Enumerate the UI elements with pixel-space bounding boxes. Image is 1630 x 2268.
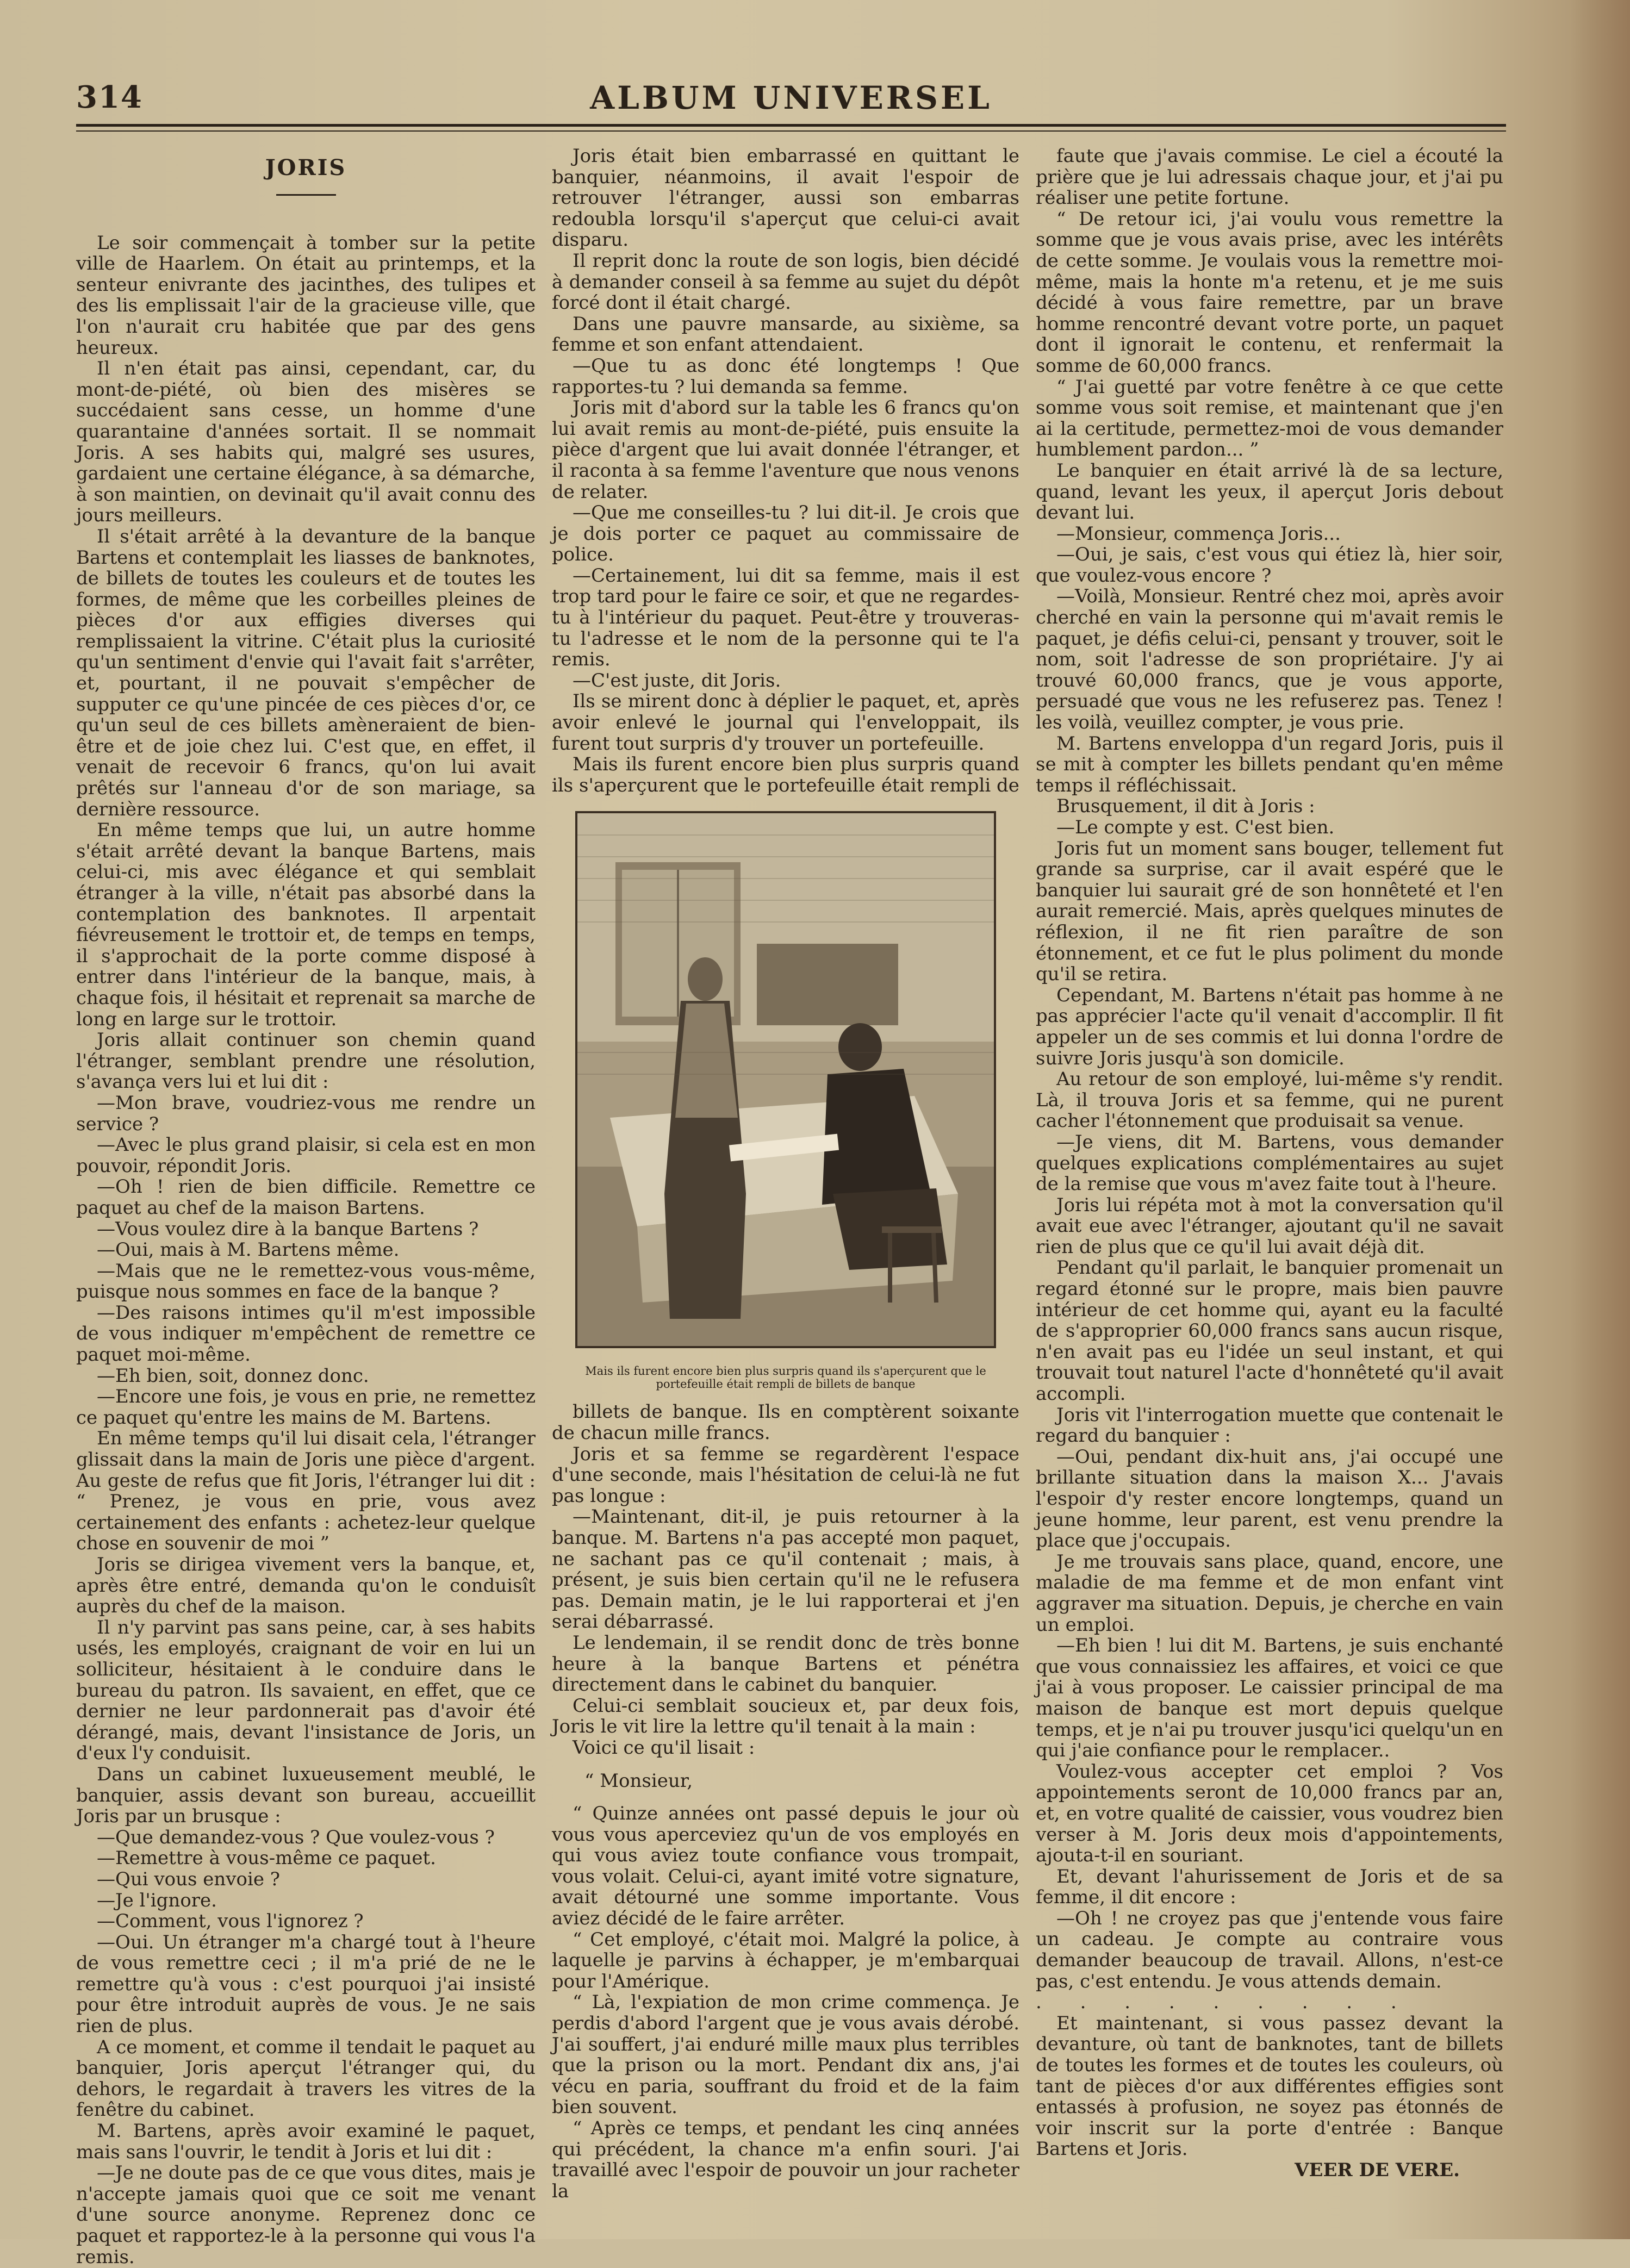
column-2-text-bottom xyxy=(552,1401,1019,1758)
paragraph: Au retour de son employé, lui-même s'y rendit. Là, il trouva Joris et sa femme, qui ne purent cacher l'étonnement que produisait sa venue. xyxy=(1036,1068,1503,1132)
journal-title: ALBUM UNIVERSEL xyxy=(590,79,992,116)
paragraph: —Le compte y est. C'est bien. xyxy=(1056,817,1335,838)
column-2-text-top xyxy=(552,146,1019,796)
paragraph: —Oui, mais à M. Bartens même. xyxy=(97,1239,400,1261)
page-edge-shadow xyxy=(1570,0,1630,2239)
page-number: 314 xyxy=(76,79,143,115)
paragraph: M. Bartens, après avoir examiné le paquet, mais sans l'ouvrir, le tendit à Joris et lui dit : xyxy=(76,2120,536,2163)
paragraph: —Que demandez-vous ? Que voulez-vous ? xyxy=(97,1826,495,1848)
paragraph: —Comment, vous l'ignorez ? xyxy=(97,1910,364,1933)
paragraph: faute que j'avais commise. Le ciel a écouté la prière que je lui adressais chaque jour, et j'ai pu réaliser une petite fortune. xyxy=(1036,145,1503,209)
paragraph: —Je l'ignore. xyxy=(97,1889,217,1911)
paragraph: Joris allait continuer son chemin quand l'étranger, semblant prendre une résolution, s'avança vers lui et lui dit : xyxy=(76,1029,536,1093)
paragraph: Voulez-vous accepter cet emploi ? Vos appointements seront de 10,000 francs par an, et, en votre qualité de caissier, vous voudrez bien verser à M. Joris deux mois d'appointements, ajouta-t-il en souriant. xyxy=(1036,1760,1503,1867)
paragraph: —Mais que ne le remettez-vous vous-même, puisque nous sommes en face de la banque ? xyxy=(76,1260,536,1303)
paragraph: “ Quinze années ont passé depuis le jour où vous vous aperceviez qu'un de vos employés en qui vous aviez toute confiance vous trompait, vous volait. Celui-ci, ayant imité votre signature, avait détourné une somme importante. Vous aviez décidé de le faire arrêter. xyxy=(552,1803,1019,1930)
paragraph: —Que me conseilles-tu ? lui dit-il. Je crois que je dois porter ce paquet au commissaire de police. xyxy=(552,502,1019,566)
paragraph: “ De retour ici, j'ai voulu vous remettre la somme que je vous avais prise, avec les intérêts de cette somme. Je voulais vous la remettre moi-même, mais la honte m'a retenu, et je me suis décidé à vous faire remettre, par un brave homme rencontré devant votre porte, un paquet dont il ignorait le contenu, et renfermait la somme de 60,000 francs. xyxy=(1036,208,1503,377)
paragraph: Voici ce qu'il lisait : xyxy=(573,1736,755,1759)
paragraph: —C'est juste, dit Joris. xyxy=(573,669,781,691)
paragraph: —Je viens, dit M. Bartens, vous demander quelques explications complémentaires au sujet de la remise que vous m'avez faite tout à l'heure. xyxy=(1036,1131,1503,1195)
paragraph: Joris vit l'interrogation muette que contenait le regard du banquier : xyxy=(1036,1404,1503,1447)
illustration-caption: Mais ils furent encore bien plus surpris quand ils s'aperçurent que le portefeuille était rempli de billets de banque xyxy=(585,1364,986,1391)
paragraph: —Maintenant, dit-il, je puis retourner à la banque. M. Bartens n'a pas accepté mon paquet, ne sachant pas ce qu'il contenait ; mais, à présent, je suis bien certain qu'il ne le refusera pas. Demain matin, je le lui rapporterai et j'en serai débarrassé. xyxy=(552,1506,1019,1633)
paragraph: —Remettre à vous-même ce paquet. xyxy=(97,1847,436,1870)
paragraph: En même temps que lui, un autre homme s'était arrêté devant la banque Bartens, mais celui-ci, mis avec élégance et qui semblait étranger à la ville, n'était pas absorbé dans la contemplation des banknotes. Il arpentait fiévreusement le trottoir et, de temps en temps, il s'approchait de la porte comme disposé à entrer dans l'intérieur de la banque, mais, à chaque fois, il hésitait et reprenait sa marche de long en large sur le trottoir. xyxy=(76,819,536,1030)
paragraph: Et, devant l'ahurissement de Joris et de sa femme, il dit encore : xyxy=(1036,1865,1503,1909)
column-1 xyxy=(76,146,536,2267)
paragraph: —Encore une fois, je vous en prie, ne remettez ce paquet qu'entre les mains de M. Bartens. xyxy=(76,1386,536,1429)
paragraph: —Que tu as donc été longtemps ! Que rapportes-tu ? lui demanda sa femme. xyxy=(552,354,1019,398)
paragraph: —Oh ! ne croyez pas que j'entende vous faire un cadeau. Je compte au contraire vous demander beaucoup de travail. Allons, n'est-ce pas, c'est entendu. Je vous attends demain. xyxy=(1036,1907,1503,1992)
paragraph: Le lendemain, il se rendit donc de très bonne heure à la banque Bartens et pénétra directement dans le cabinet du banquier. xyxy=(552,1631,1019,1696)
column-1-text xyxy=(76,233,536,2268)
title-rule xyxy=(276,194,336,196)
paragraph: Le banquier en était arrivé là de sa lecture, quand, levant les yeux, il aperçut Joris debout devant lui. xyxy=(1036,459,1503,524)
header-rule-thin xyxy=(76,130,1506,132)
closing-paragraph: Et maintenant, si vous passez devant la devanture, où tant de banknotes, tant de billets de toutes les formes et de toutes les couleurs, où tant de pièces d'or aux différentes effigies sont entassés à profusion, ne soyez pas étonnés de voir inscrit sur la porte d'entrée : Banque Bartens et Joris. xyxy=(1036,2012,1503,2160)
engraving-illustration xyxy=(575,811,996,1348)
letter-salutation: “ Monsieur, xyxy=(584,1769,693,1792)
paragraph: Joris se dirigea vivement vers la banque, et, après être entré, demanda qu'on le conduisît auprès du chef de la maison. xyxy=(76,1554,536,1618)
illustration-block xyxy=(552,811,1019,1391)
paragraph: —Certainement, lui dit sa femme, mais il est trop tard pour le faire ce soir, et que ne regardes-tu à l'intérieur du paquet. Peut-être y trouveras-tu l'adresse et le nom de la personne qui te l'a remis. xyxy=(552,564,1020,671)
article-title: JORIS xyxy=(265,155,347,180)
paragraph: Dans un cabinet luxueusement meublé, le banquier, assis devant son bureau, accueillit Joris par un brusque : xyxy=(76,1763,536,1828)
paragraph: En même temps qu'il lui disait cela, l'étranger glissait dans la main de Joris une pièce d'argent. Au geste de refus que fit Joris, l'étranger lui dit : “ Prenez, je vous en prie, vous avez certainement des enfants : achetez-leur quelque chose en souvenir de moi ” xyxy=(76,1428,536,1555)
paragraph: Pendant qu'il parlait, le banquier promenait un regard étonné sur le propre, mais bien pauvre intérieur de cet homme qui, ayant eu la faculté de s'approprier 60,000 francs sans aucun risque, n'en avait pas eu l'idée un seul instant, et qui trouvait tout naturel l'acte d'honnêteté qu'il avait accompli. xyxy=(1036,1257,1503,1405)
paragraph: —Eh bien ! lui dit M. Bartens, je suis enchanté que vous connaissiez les affaires, et voici ce que j'ai à vous proposer. Le caissier principal de ma maison de banque est mort depuis quelque temps, et je n'ai pu trouver jusqu'ici quelqu'un en qui j'aie confiance pour le remplacer.. xyxy=(1036,1635,1503,1762)
header-rule-thick xyxy=(76,124,1506,127)
paragraph: Il reprit donc la route de son logis, bien décidé à demander conseil à sa femme au sujet du dépôt forcé dont il était chargé. xyxy=(552,250,1019,314)
paragraph: Celui-ci semblait soucieux et, par deux fois, Joris le vit lire la lettre qu'il tenait à la main : xyxy=(552,1694,1019,1738)
paragraph: “ Cet employé, c'était moi. Malgré la police, à laquelle je parvins à échapper, je m'embarquai pour l'Amérique. xyxy=(552,1928,1019,1992)
paragraph: Cependant, M. Bartens n'était pas homme à ne pas apprécier l'acte qu'il venait d'accomplir. Il fit appeler un de ses commis et lui donna l'ordre de suivre Joris jusqu'à son domicile. xyxy=(1036,984,1503,1069)
paragraph: —Eh bien, soit, donnez donc. xyxy=(97,1364,369,1387)
paragraph: M. Bartens enveloppa d'un regard Joris, puis il se mit à compter les billets pendant qu'en même temps il réfléchissait. xyxy=(1036,732,1503,796)
paragraph: Joris et sa femme se regardèrent l'espace d'une seconde, mais l'hésitation de celui-là ne fut pas longue : xyxy=(552,1443,1019,1507)
paragraph: Joris lui répéta mot à mot la conversation qu'il avait eue avec l'étranger, ajoutant qu'il ne savait rien de plus que ce qu'il lui avait déjà dit. xyxy=(1036,1194,1503,1258)
paragraph: Le soir commençait à tomber sur la petite ville de Haarlem. On était au printemps, et la senteur enivrante des jacinthes, des tulipes et des lis emplissait l'air de la gracieuse ville, que l'on n'aurait cru habitée que par des gens heureux. xyxy=(76,232,536,359)
paragraph: Dans une pauvre mansarde, au sixième, sa femme et son enfant attendaient. xyxy=(552,313,1019,356)
paragraph: billets de banque. Ils en comptèrent soixante de chacun mille francs. xyxy=(552,1401,1019,1444)
paragraph: —Oui, pendant dix-huit ans, j'ai occupé une brillante situation dans la maison X... J'avais l'espoir d'y rester encore longtemps, quand un jeune homme, leur parent, est venu prendre la place que j'occupais. xyxy=(1036,1445,1503,1552)
paragraph: Brusquement, il dit à Joris : xyxy=(1056,795,1315,818)
paragraph: —Monsieur, commença Joris... xyxy=(1056,522,1341,545)
column-3 xyxy=(1036,146,1503,2181)
paragraph: Joris était bien embarrassé en quittant le banquier, néanmoins, il avait l'espoir de retrouver l'étranger, aussi son embarras redoubla lorsqu'il s'aperçut que celui-ci avait disparu. xyxy=(552,145,1019,251)
paragraph: —Qui vous envoie ? xyxy=(97,1868,281,1890)
paragraph: Joris fut un moment sans bouger, tellement fut grande sa surprise, car il avait espéré que le banquier lui saurait gré de son honnêteté et l'en aurait remercié. Mais, après quelques minutes de réflexion, il ne fit rien paraître de son étonnement, et ce fut le plus poliment du monde qu'il se retira. xyxy=(1036,837,1503,986)
paragraph: —Oh ! rien de bien difficile. Remettre ce paquet au chef de la maison Bartens. xyxy=(76,1176,536,1219)
paragraph: —Avec le plus grand plaisir, si cela est en mon pouvoir, répondit Joris. xyxy=(76,1134,536,1177)
paragraph: Ils se mirent donc à déplier le paquet, et, après avoir enlevé le journal qui l'enveloppait, ils furent tout surpris d'y trouver un portefeuille. xyxy=(552,690,1019,755)
paragraph: —Voilà, Monsieur. Rentré chez moi, après avoir cherché en vain la personne qui m'avait remis le paquet, je défis celui-ci, pensant y trouver, soit le nom, soit l'adresse de son propriétaire. J'y ai trouvé 60,000 francs, que je vous apporte, persuadé que vous ne les refuserez pas. Tenez ! les voilà, veuillez compter, je vous prie. xyxy=(1036,585,1503,734)
paragraph: Je me trouvais sans place, quand, encore, une maladie de ma femme et de mon enfant vint aggraver ma situation. Depuis, je cherche en vain un emploi. xyxy=(1036,1550,1503,1636)
paragraph: Il n'en était pas ainsi, cependant, car, du mont-de-piété, où bien des misères se succédaient sans cesse, un homme d'une quarantaine d'années sortait. Il se nommait Joris. A ses habits qui, malgré ses usures, gardaient une certaine élégance, à sa démarche, à son maintien, on devinait qu'il avait connu des jours meilleurs. xyxy=(76,358,536,527)
paragraph: “ Là, l'expiation de mon crime commença. Je perdis d'abord l'argent que je vous avais dérobé. J'ai souffert, j'ai enduré mille maux plus terribles que la prison ou la mort. Pendant dix ans, j'ai vécu en paria, souffrant du froid et de la faim bien souvent. xyxy=(552,1991,1019,2119)
column-3-text xyxy=(1036,146,1503,1992)
paragraph: Mais ils furent encore bien plus surpris quand ils s'aperçurent que le portefeuille était rempli de xyxy=(552,753,1019,796)
paragraph: Il s'était arrêté à la devanture de la banque Bartens et contemplait les liasses de banknotes, de billets de toutes les couleurs et de toutes les formes, de même que les corbeilles pleines de pièces d'or aux effigies diverses qui remplissaient la vitrine. C'était plus la curiosité qu'un sentiment d'envie qui l'avait fait s'arrêter, et, pourtant, il ne pouvait s'empêcher de supputer ce qu'une pincée de ces pièces d'or, ce qu'un seul de ces billets amèneraient de bien-être et de joie chez lui. C'est que, en effet, il venait de recevoir 6 francs, qu'on lui avait prêtés sur l'anneau d'or de son mariage, sa dernière ressource. xyxy=(76,525,536,820)
paragraph: Il n'y parvint pas sans peine, car, à ses habits usés, les employés, craignant de voir en lui un solliciteur, hésitaient à le conduire dans le bureau du patron. Ils savaient, en effet, que ce dernier ne leur pardonnerait pas d'avoir été dérangé, mais, devant l'insistance de Joris, un d'eux l'y conduisit. xyxy=(76,1616,536,1765)
paragraph: —Mon brave, voudriez-vous me rendre un service ? xyxy=(76,1092,536,1135)
paragraph: —Oui, je sais, c'est vous qui étiez là, hier soir, que voulez-vous encore ? xyxy=(1036,544,1503,587)
page-header xyxy=(76,76,1506,130)
paragraph: Joris mit d'abord sur la table les 6 francs qu'on lui avait remis au mont-de-piété, puis ensuite la pièce d'argent que lui avait donnée l'étranger, et il raconta à sa femme l'aventure que nous venons de relater. xyxy=(552,397,1019,503)
author-signature: VEER DE VERE. xyxy=(1295,2159,1460,2181)
column-2-letter-text xyxy=(552,1803,1019,2202)
section-dots: . . . . . . . . . xyxy=(1036,1991,1413,2014)
paragraph: “ Après ce temps, et pendant les cinq années qui précédent, la chance m'a enfin souri. J'ai travaillé avec l'espoir de pouvoir un jour racheter la xyxy=(552,2117,1019,2202)
paragraph: “ J'ai guetté par votre fenêtre à ce que cette somme vous soit remise, et maintenant que j'en ai la certitude, permettez-moi de vous demander humblement pardon... ” xyxy=(1036,376,1503,461)
column-2 xyxy=(552,146,1019,2202)
paragraph: —Des raisons intimes qu'il m'est impossible de vous indiquer m'empêchent de remettre ce paquet moi-même. xyxy=(76,1301,536,1366)
paragraph: —Oui. Un étranger m'a chargé tout à l'heure de vous remettre ceci ; il m'a prié de ne le remettre qu'à vous : c'est pourquoi j'ai insisté pour être introduit auprès de vous. Je ne sais rien de plus. xyxy=(76,1931,536,2038)
paragraph: —Je ne doute pas de ce que vous dites, mais je n'accepte jamais quoi que ce soit me venant d'une source anonyme. Reprenez donc ce paquet et rapportez-le à la personne qui vous l'a remis. xyxy=(76,2162,536,2268)
paragraph: A ce moment, et comme il tendait le paquet au banquier, Joris aperçut l'étranger qui, du dehors, le regardait à travers les vitres de la fenêtre du cabinet. xyxy=(76,2036,536,2121)
illustration-drawing xyxy=(577,813,994,1346)
paragraph: —Vous voulez dire à la banque Bartens ? xyxy=(97,1218,479,1240)
